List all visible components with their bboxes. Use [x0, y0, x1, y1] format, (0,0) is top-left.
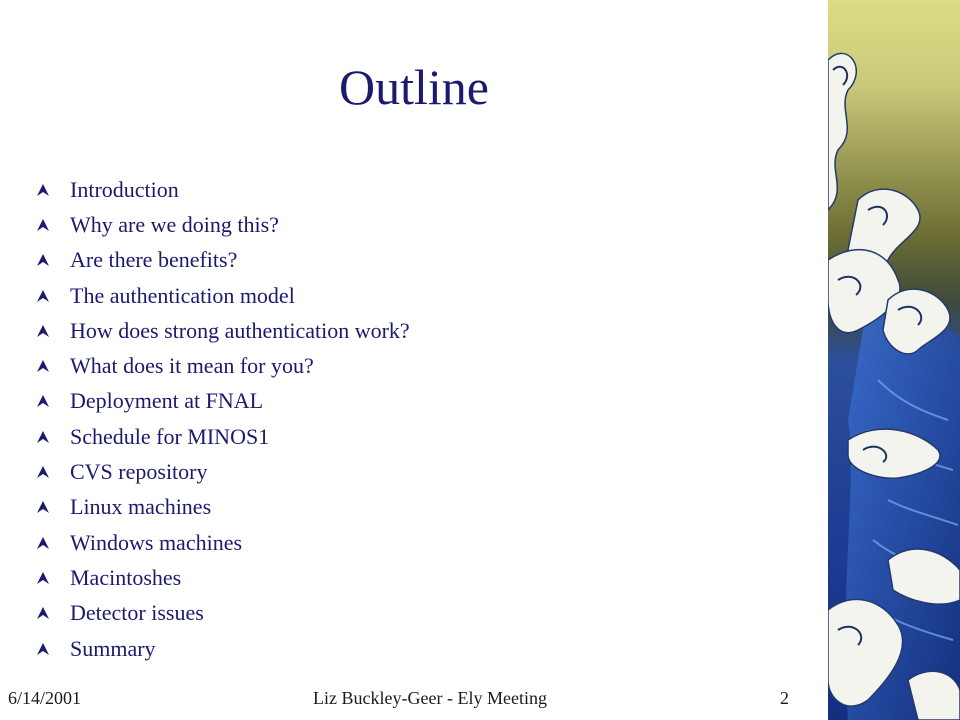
caret-up-icon [36, 571, 50, 585]
list-item-label: Introduction [70, 176, 179, 202]
list-item-label: Detector issues [70, 600, 204, 626]
footer-date: 6/14/2001 [8, 688, 82, 708]
great-wave-decoration [828, 0, 960, 720]
caret-up-icon [36, 642, 50, 656]
list-item-label: Windows machines [70, 529, 243, 555]
list-item [36, 384, 796, 419]
caret-up-icon [36, 536, 50, 550]
list-item-label: CVS repository [70, 459, 208, 485]
list-item-label: Linux machines [70, 494, 212, 520]
list-item [36, 560, 796, 595]
list-item-label: What does it mean for you? [70, 353, 314, 379]
list-item [36, 525, 796, 560]
caret-up-icon [36, 394, 50, 408]
list-item [36, 207, 796, 242]
list-item-label: Schedule for MINOS1 [70, 423, 270, 449]
list-item-label: Macintoshes [70, 564, 182, 590]
caret-up-icon [36, 289, 50, 303]
caret-up-icon [36, 500, 50, 514]
caret-up-icon [36, 465, 50, 479]
list-item [36, 490, 796, 525]
list-item [36, 313, 796, 348]
list-item [36, 172, 796, 207]
slide-title: Outline [339, 59, 489, 115]
list-item [36, 419, 796, 454]
page-number: 2 [780, 688, 789, 708]
list-item-label: The authentication model [70, 282, 295, 308]
list-item [36, 243, 796, 278]
caret-up-icon [36, 183, 50, 197]
list-item-label: How does strong authentication work? [70, 317, 410, 343]
caret-up-icon [36, 218, 50, 232]
list-item [36, 348, 796, 383]
caret-up-icon [36, 606, 50, 620]
list-item-label: Are there benefits? [70, 247, 238, 273]
list-item-label: Why are we doing this? [70, 211, 279, 237]
list-item-label: Deployment at FNAL [70, 388, 264, 414]
caret-up-icon [36, 253, 50, 267]
list-item [36, 596, 796, 631]
caret-up-icon [36, 430, 50, 444]
caret-up-icon [36, 359, 50, 373]
list-item [36, 278, 796, 313]
caret-up-icon [36, 324, 50, 338]
list-item-label: Summary [70, 635, 156, 661]
list-item [36, 454, 796, 489]
list-item [36, 631, 796, 666]
outline-list [36, 172, 796, 666]
footer-presenter: Liz Buckley-Geer - Ely Meeting [313, 688, 547, 708]
